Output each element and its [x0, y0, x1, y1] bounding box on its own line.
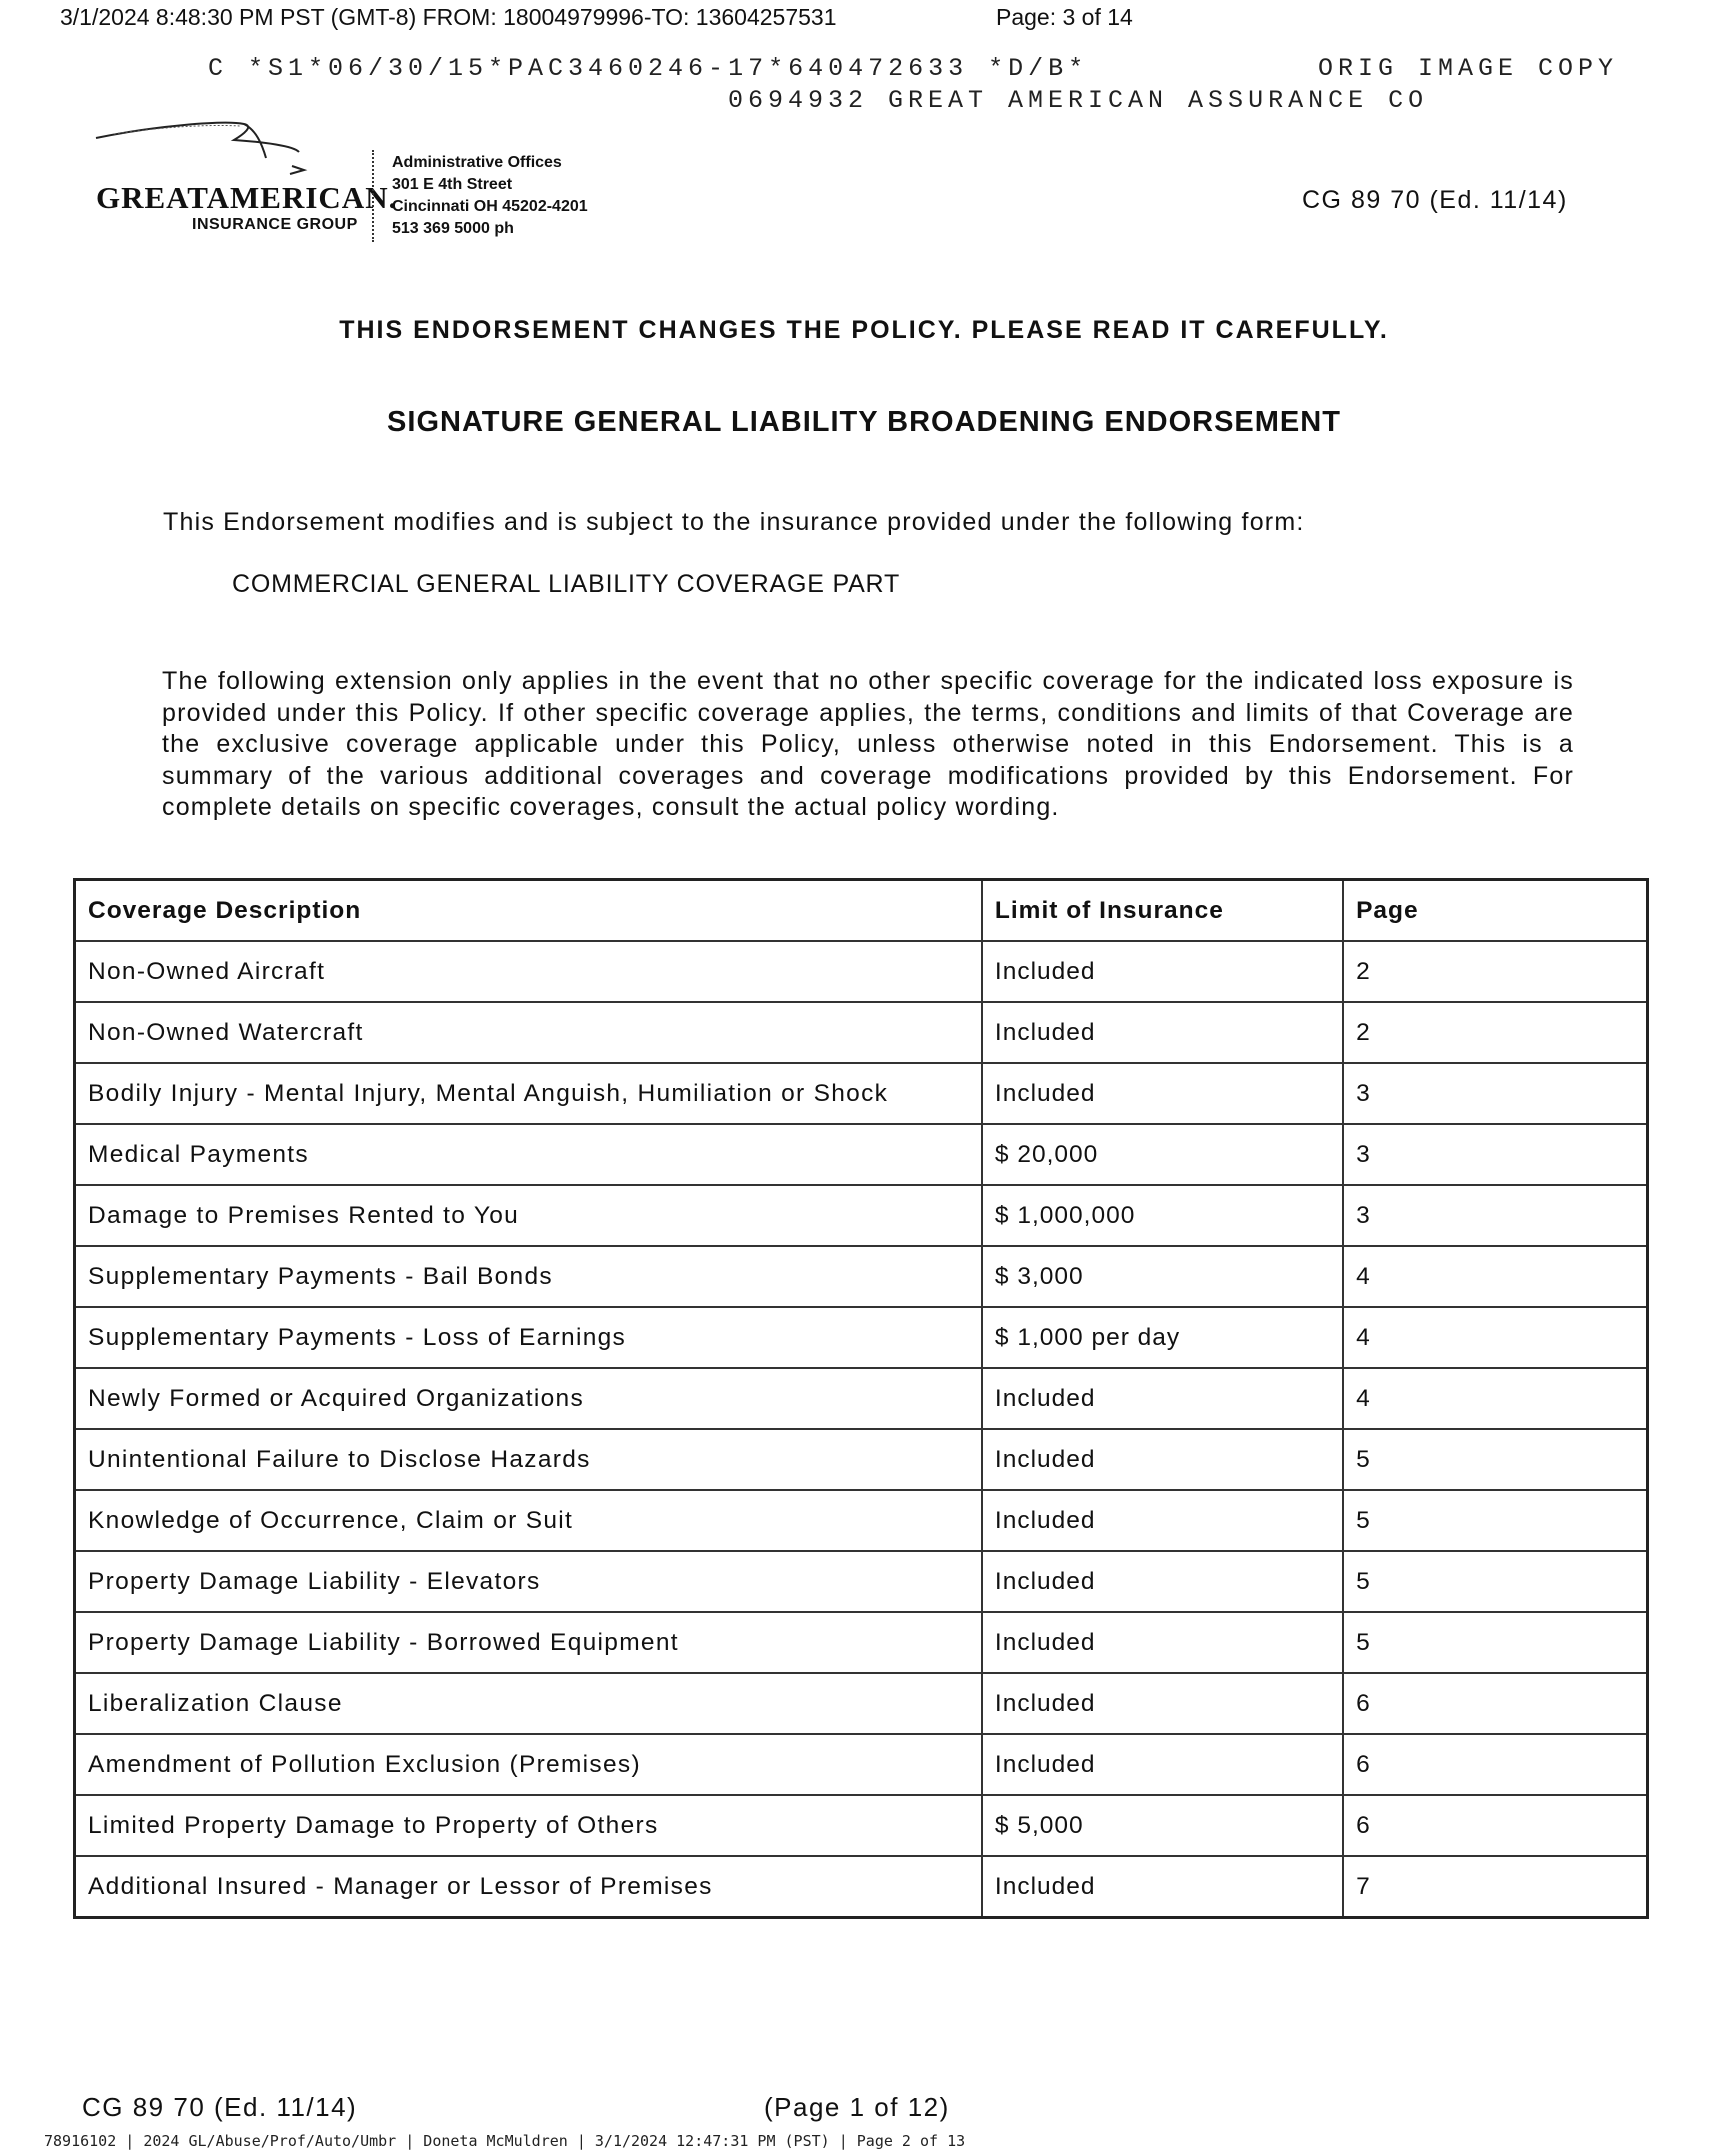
table-row: [75, 1429, 1648, 1490]
intro-text: This Endorsement modifies and is subject to the insurance provided under the following form:: [163, 508, 1305, 536]
coverage-page: 7: [1343, 1856, 1647, 1918]
table-row: [75, 1795, 1648, 1856]
endorsement-notice: THIS ENDORSEMENT CHANGES THE POLICY. PLEASE READ IT CAREFULLY.: [339, 316, 1389, 344]
coverage-description: Supplementary Payments - Bail Bonds: [75, 1246, 982, 1307]
coverage-description: Supplementary Payments - Loss of Earnings: [75, 1307, 982, 1368]
coverage-page: 4: [1343, 1307, 1647, 1368]
footer-form-code: CG 89 70 (Ed. 11/14): [82, 2092, 358, 2122]
form-code: CG 89 70 (Ed. 11/14): [1302, 186, 1568, 214]
coverage-description: Property Damage Liability - Elevators: [75, 1551, 982, 1612]
coverage-description: Liberalization Clause: [75, 1673, 982, 1734]
coverage-description: Damage to Premises Rented to You: [75, 1185, 982, 1246]
coverage-page: 3: [1343, 1124, 1647, 1185]
coverage-table: [73, 878, 1649, 1919]
coverage-page: 6: [1343, 1673, 1647, 1734]
header-page: Page: [1343, 880, 1647, 942]
coverage-description: Bodily Injury - Mental Injury, Mental Anguish, Humiliation or Shock: [75, 1063, 982, 1124]
coverage-page: 5: [1343, 1551, 1647, 1612]
table-row: [75, 941, 1648, 1002]
coverage-page: 5: [1343, 1490, 1647, 1551]
coverage-description: Amendment of Pollution Exclusion (Premises): [75, 1734, 982, 1795]
administrative-offices: [392, 152, 588, 240]
coverage-description: Additional Insured - Manager or Lessor of Premises: [75, 1856, 982, 1918]
table-row: [75, 1856, 1648, 1918]
logo-swoosh-icon: [94, 118, 354, 188]
coverage-limit: Included: [982, 1429, 1343, 1490]
coverage-limit: Included: [982, 1368, 1343, 1429]
coverage-page: 3: [1343, 1185, 1647, 1246]
table-row: [75, 1734, 1648, 1795]
coverage-description: Knowledge of Occurrence, Claim or Suit: [75, 1490, 982, 1551]
admin-street: 301 E 4th Street: [392, 176, 513, 193]
coverage-page: 2: [1343, 941, 1647, 1002]
coverage-limit: $ 1,000 per day: [982, 1307, 1343, 1368]
coverage-limit: Included: [982, 1612, 1343, 1673]
coverage-description: Medical Payments: [75, 1124, 982, 1185]
coverage-page: 5: [1343, 1429, 1647, 1490]
coverage-description: Limited Property Damage to Property of Others: [75, 1795, 982, 1856]
footer-audit-trail: 78916102 | 2024 GL/Abuse/Prof/Auto/Umbr | Doneta McMuldren | 3/1/2024 12:47:31 PM (PST) | Page 2 of 13: [44, 2132, 966, 2150]
coverage-description: Property Damage Liability - Borrowed Equipment: [75, 1612, 982, 1673]
coverage-limit: Included: [982, 1063, 1343, 1124]
coverage-description: Non-Owned Aircraft: [75, 941, 982, 1002]
coverage-page: 4: [1343, 1368, 1647, 1429]
table-row: [75, 1002, 1648, 1063]
admin-city: Cincinnati OH 45202-4201: [392, 198, 588, 215]
admin-heading: Administrative Offices: [392, 154, 562, 171]
footer-page-number: (Page 1 of 12): [764, 2092, 950, 2122]
coverage-limit: $ 20,000: [982, 1124, 1343, 1185]
logo-subtitle: INSURANCE GROUP: [192, 216, 358, 233]
endorsement-title: SIGNATURE GENERAL LIABILITY BROADENING ENDORSEMENT: [387, 406, 1341, 438]
coverage-limit: Included: [982, 1856, 1343, 1918]
fax-transmission-header: 3/1/2024 8:48:30 PM PST (GMT-8) FROM: 18004979996-TO: 13604257531: [60, 4, 837, 30]
coverage-limit: Included: [982, 941, 1343, 1002]
table-row: [75, 1185, 1648, 1246]
table-row: [75, 1551, 1648, 1612]
coverage-limit: Included: [982, 1551, 1343, 1612]
table-row: [75, 1307, 1648, 1368]
coverage-page: 5: [1343, 1612, 1647, 1673]
coverage-page: 3: [1343, 1063, 1647, 1124]
coverage-limit: $ 1,000,000: [982, 1185, 1343, 1246]
extension-paragraph: The following extension only applies in the event that no other specific coverage for the indicated loss exposure is provided under this Policy. If other specific coverage applies, the terms, conditions and limits of that Coverage are the exclusive coverage applicable under this Policy, unless otherwise noted in this Endorsement. This is a summary of the various additional coverages and coverage modifications provided by this Endorsement. For complete details on specific coverages, consult the actual policy wording.: [162, 667, 1574, 821]
coverage-description: Non-Owned Watercraft: [75, 1002, 982, 1063]
orig-image-copy: ORIG IMAGE COPY: [1318, 54, 1619, 83]
table-row: [75, 1368, 1648, 1429]
coverage-page: 2: [1343, 1002, 1647, 1063]
coverage-description: Unintentional Failure to Disclose Hazards: [75, 1429, 982, 1490]
insurer-line: 0694932 GREAT AMERICAN ASSURANCE CO: [728, 86, 1429, 115]
coverage-limit: $ 3,000: [982, 1246, 1343, 1307]
logo-divider: [372, 150, 374, 242]
barcode-line: C *S1*06/30/15*PAC3460246-17*640472633 *D/B*: [208, 54, 1089, 83]
coverage-page: 6: [1343, 1734, 1647, 1795]
coverage-part-name: COMMERCIAL GENERAL LIABILITY COVERAGE PART: [232, 570, 901, 598]
coverage-limit: $ 5,000: [982, 1795, 1343, 1856]
coverage-description: Newly Formed or Acquired Organizations: [75, 1368, 982, 1429]
table-row: [75, 1063, 1648, 1124]
table-row: [75, 1246, 1648, 1307]
coverage-limit: Included: [982, 1002, 1343, 1063]
coverage-limit: Included: [982, 1734, 1343, 1795]
fax-page-number: Page: 3 of 14: [996, 4, 1133, 30]
coverage-limit: Included: [982, 1673, 1343, 1734]
header-limit-of-insurance: Limit of Insurance: [982, 880, 1343, 942]
table-header-row: [75, 880, 1648, 942]
coverage-page: 6: [1343, 1795, 1647, 1856]
coverage-page: 4: [1343, 1246, 1647, 1307]
table-row: [75, 1673, 1648, 1734]
logo-wordmark: GREATAMERICAN.: [96, 180, 398, 215]
table-row: [75, 1612, 1648, 1673]
header-coverage-description: Coverage Description: [75, 880, 982, 942]
coverage-limit: Included: [982, 1490, 1343, 1551]
great-american-logo: [94, 118, 398, 248]
table-row: [75, 1490, 1648, 1551]
table-row: [75, 1124, 1648, 1185]
admin-phone: 513 369 5000 ph: [392, 220, 514, 237]
